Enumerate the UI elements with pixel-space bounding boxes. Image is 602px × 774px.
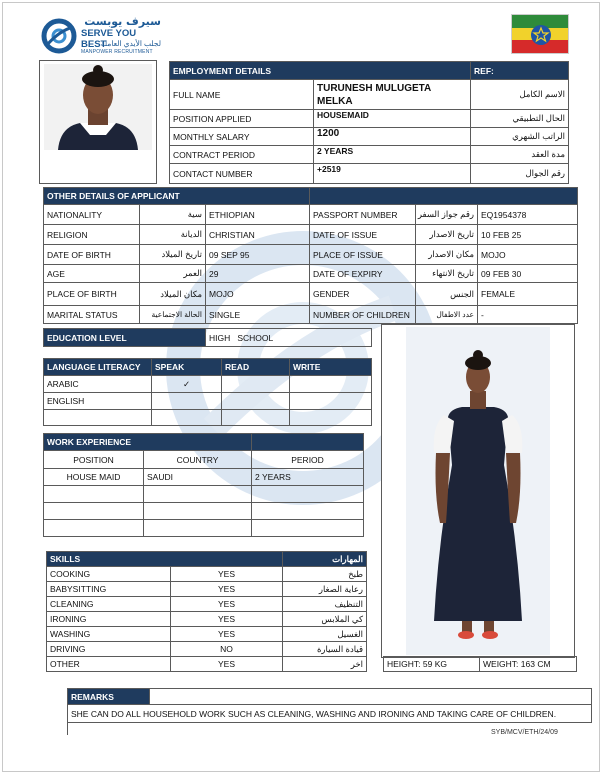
remarks-text: SHE CAN DO ALL HOUSEHOLD WORK SUCH AS CLEANING, WASHING AND IRONING AND TAKING CARE OF CHILDREN. [68, 705, 592, 723]
contract-period-value: 2 YEARS [314, 146, 471, 164]
country-column-header: COUNTRY [144, 451, 252, 469]
contract-period-arabic: مدة العقد [471, 146, 569, 164]
contact-number-value: +2519 [314, 164, 471, 184]
logo-arabic: سيرف يوبست [84, 15, 161, 28]
religion-arabic: الديانة [140, 225, 206, 245]
logo-mark-icon [41, 17, 77, 55]
number-of-children-arabic: عدد الاطفال [416, 306, 478, 324]
full-name-arabic: الاسم الكامل [471, 80, 569, 110]
flag-star-emblem-icon [531, 25, 551, 45]
skill-cleaning-arabic: التنظيف [283, 597, 367, 612]
marital-status-arabic: الحالة الاجتماعية [140, 306, 206, 324]
skill-babysitting-arabic: رعاية الصغار [283, 582, 367, 597]
contract-period-label: CONTRACT PERIOD [170, 146, 314, 164]
religion-value: CHRISTIAN [206, 225, 310, 245]
age-label: AGE [44, 265, 140, 283]
date-of-issue-label: DATE OF ISSUE [310, 225, 416, 245]
skills-table [46, 551, 367, 672]
religion-label: RELIGION [44, 225, 140, 245]
ref-label: REF: [471, 62, 569, 80]
logo-name: SERVE YOU BEST [81, 28, 137, 50]
company-logo [41, 15, 161, 59]
place-of-birth-label: PLACE OF BIRTH [44, 283, 140, 306]
footer-code: SYB/MCV/ETH/24/09 [491, 729, 558, 736]
skills-header: SKILLS [47, 552, 283, 567]
skill-driving-value: NO [171, 642, 283, 657]
number-of-children-label: NUMBER OF CHILDREN [310, 306, 416, 324]
table-row [44, 469, 364, 486]
skill-cleaning-value: YES [171, 597, 283, 612]
skill-cooking-label: COOKING [47, 567, 171, 582]
full-name-label: FULL NAME [170, 80, 314, 110]
gender-arabic: الجنس [416, 283, 478, 306]
work-experience-table [43, 433, 364, 537]
passport-number-label: PASSPORT NUMBER [310, 205, 416, 225]
place-of-birth-arabic: مكان الميلاد [140, 283, 206, 306]
applicant-face-photo [39, 60, 157, 184]
place-of-issue-label: PLACE OF ISSUE [310, 245, 416, 265]
age-arabic: العمر [140, 265, 206, 283]
read-header: READ [222, 359, 290, 376]
place-of-issue-arabic: مكان الاصدار [416, 245, 478, 265]
work-country-value: SAUDI [144, 469, 252, 486]
list-item [47, 567, 367, 582]
skill-other-arabic: اخر [283, 657, 367, 672]
position-column-header: POSITION [44, 451, 144, 469]
work-period-value: 2 YEARS [252, 469, 364, 486]
age-value: 29 [206, 265, 310, 283]
applicant-full-body-photo [381, 324, 575, 658]
gender-label: GENDER [310, 283, 416, 306]
work-experience-header: WORK EXPERIENCE [44, 434, 252, 451]
date-of-issue-arabic: تاريخ الاصدار [416, 225, 478, 245]
date-of-birth-label: DATE OF BIRTH [44, 245, 140, 265]
education-table [43, 328, 372, 347]
arabic-speak-check: ✓ [152, 376, 222, 393]
passport-number-value: EQ1954378 [478, 205, 578, 225]
monthly-salary-value: 1200 [314, 128, 471, 146]
english-speak [152, 393, 222, 410]
height-value: HEIGHT: 59 KG [384, 657, 480, 672]
other-details-header: OTHER DETAILS OF APPLICANT [44, 188, 310, 205]
remarks-header: REMARKS [68, 689, 150, 705]
skill-cooking-value: YES [171, 567, 283, 582]
skill-driving-label: DRIVING [47, 642, 171, 657]
skill-other-label: OTHER [47, 657, 171, 672]
place-of-birth-value: MOJO [206, 283, 310, 306]
skill-washing-arabic: الغسيل [283, 627, 367, 642]
work-position-value: HOUSE MAID [44, 469, 144, 486]
cv-page [2, 2, 600, 772]
place-of-issue-value: MOJO [478, 245, 578, 265]
employment-details-header: EMPLOYMENT DETAILS [170, 62, 471, 80]
education-level-label: EDUCATION LEVEL [44, 329, 206, 347]
list-item [47, 612, 367, 627]
language-arabic: ARABIC [44, 376, 152, 393]
list-item [47, 597, 367, 612]
marital-status-label: MARITAL STATUS [44, 306, 140, 324]
list-item [47, 627, 367, 642]
position-applied-label: POSITION APPLIED [170, 110, 314, 128]
skill-washing-value: YES [171, 627, 283, 642]
write-header: WRITE [290, 359, 372, 376]
monthly-salary-arabic: الراتب الشهري [471, 128, 569, 146]
list-item [47, 582, 367, 597]
skills-header-arabic: المهارات [283, 552, 367, 567]
position-applied-value: HOUSEMAID [314, 110, 471, 128]
skill-ironing-arabic: كي الملابس [283, 612, 367, 627]
nationality-value: ETHIOPIAN [206, 205, 310, 225]
skill-ironing-value: YES [171, 612, 283, 627]
english-write [290, 393, 372, 410]
position-applied-arabic: الحال التطبيقي [471, 110, 569, 128]
speak-header: SPEAK [152, 359, 222, 376]
skill-cleaning-label: CLEANING [47, 597, 171, 612]
remarks-table [67, 688, 592, 735]
skill-babysitting-label: BABYSITTING [47, 582, 171, 597]
contact-number-label: CONTACT NUMBER [170, 164, 314, 184]
other-details-table [43, 187, 578, 324]
english-read [222, 393, 290, 410]
date-of-birth-arabic: تاريخ الميلاد [140, 245, 206, 265]
passport-number-arabic: رقم جواز السفر [416, 205, 478, 225]
logo-sub: MANPOWER RECRUITMENT [81, 49, 153, 55]
skill-washing-label: WASHING [47, 627, 171, 642]
marital-status-value: SINGLE [206, 306, 310, 324]
skill-babysitting-value: YES [171, 582, 283, 597]
skill-ironing-label: IRONING [47, 612, 171, 627]
education-level-value: HIGH SCHOOL [206, 329, 372, 347]
monthly-salary-label: MONTHLY SALARY [170, 128, 314, 146]
date-of-expiry-arabic: تاريخ الانتهاء [416, 265, 478, 283]
weight-value: WEIGHT: 163 CM [480, 657, 577, 672]
measurements-table [383, 656, 577, 672]
ethiopia-flag [511, 14, 569, 54]
date-of-issue-value: 10 FEB 25 [478, 225, 578, 245]
language-table [43, 358, 372, 426]
date-of-expiry-value: 09 FEB 30 [478, 265, 578, 283]
contact-number-arabic: رقم الجوال [471, 164, 569, 184]
full-name-value: TURUNESH MULUGETA MELKA [314, 80, 471, 110]
date-of-birth-value: 09 SEP 95 [206, 245, 310, 265]
skill-cooking-arabic: طبخ [283, 567, 367, 582]
nationality-arabic: سية [140, 205, 206, 225]
list-item [47, 657, 367, 672]
gender-value: FEMALE [478, 283, 578, 306]
employment-details-table [169, 61, 569, 184]
logo-arabic-sub: لجلب الأيدي العاملة [100, 39, 161, 48]
nationality-label: NATIONALITY [44, 205, 140, 225]
arabic-write [290, 376, 372, 393]
skill-other-value: YES [171, 657, 283, 672]
language-literacy-header: LANGUAGE LITERACY [44, 359, 152, 376]
skill-driving-arabic: قيادة السيارة [283, 642, 367, 657]
language-english: ENGLISH [44, 393, 152, 410]
date-of-expiry-label: DATE OF EXPIRY [310, 265, 416, 283]
list-item [47, 642, 367, 657]
number-of-children-value: - [478, 306, 578, 324]
period-column-header: PERIOD [252, 451, 364, 469]
arabic-read [222, 376, 290, 393]
